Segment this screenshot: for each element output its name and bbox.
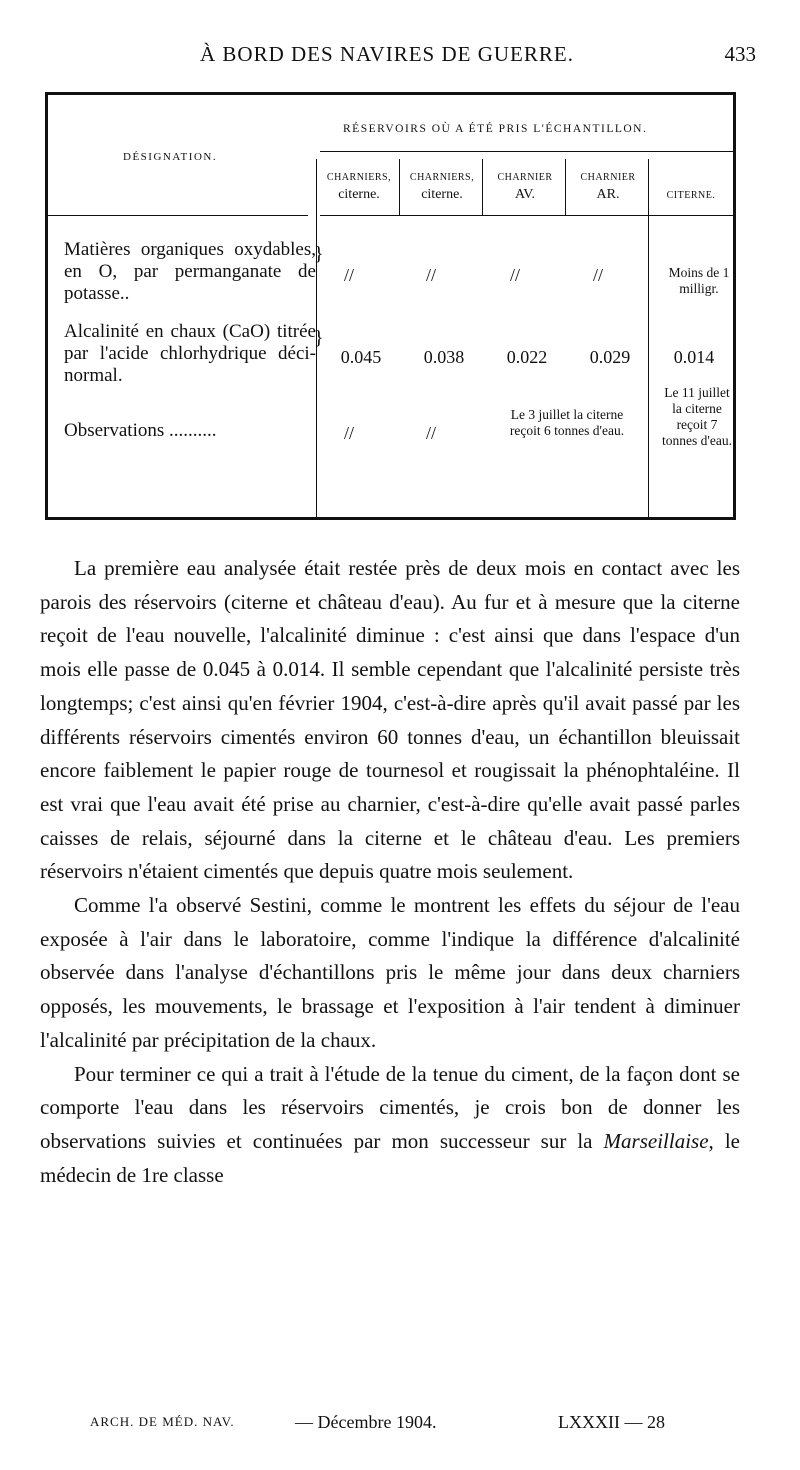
column-header — [568, 169, 648, 203]
column-header-title: CHARNIER — [580, 172, 636, 183]
brace-icon: } — [314, 327, 324, 349]
table-cell: 0.029 — [589, 347, 631, 367]
body-text — [40, 552, 740, 1192]
running-head — [40, 42, 760, 72]
footer-journal: ARCH. DE MÉD. NAV. — [90, 1414, 235, 1429]
footer-volume: LXXXII — 28 — [558, 1412, 665, 1432]
page-footer — [90, 1412, 740, 1440]
header-rule-left — [48, 215, 308, 216]
table-cell: 0.022 — [506, 347, 548, 367]
paragraph-tail: , le médecin de 1re classe — [40, 1128, 740, 1187]
column-header-subtitle: AR. — [596, 187, 620, 202]
analysis-table — [45, 92, 736, 520]
column-header-title: CHARNIERS, — [409, 172, 475, 183]
table-cell: // — [344, 265, 355, 285]
table-cell: Le 3 juillet la citerne reçoit 6 tonnes d'eau. — [509, 407, 625, 438]
reservoirs-underline — [320, 151, 734, 152]
table-cell: // — [344, 423, 355, 443]
table-cell: // — [426, 265, 437, 285]
column-divider — [482, 159, 483, 215]
column-header — [485, 169, 565, 203]
table-cell: 0.014 — [673, 347, 715, 367]
ship-name: Marseillaise — [603, 1128, 709, 1153]
header-rule-right — [320, 215, 734, 216]
page-number: 433 — [724, 42, 756, 66]
column-header — [402, 169, 482, 203]
footer-date: — Décembre 1904. — [295, 1412, 437, 1432]
column-header — [651, 187, 731, 204]
paragraph: La première eau analysée était restée près de deux mois en contact avec les parois des réservoirs (citerne et château d'eau). Au fur et à mesure que la citerne reçoit de l'eau nouvelle, l'alcalinité diminue : c'est ainsi que dans l'espace d'un mois elle passe de 0.045 à 0.014. Il semble cependant que l'alcalinité persiste très longtemps; c'est ainsi qu'en février 1904, c'est-à-dire après qu'il avait passé par les différents réservoirs cimentés environ 60 tonnes d'eau, un échantillon bleuissait encore faiblement le papier rouge de tournesol et rougissait la phénophtaléine. Il est vrai que l'eau avait été prise au charnier, c'est-à-dire qu'elle avait passé parles caisses de relais, séjourné dans la citerne et le château d'eau. Les premiers réservoirs n'étaient cimentés que depuis quatre mois seulement. — [40, 556, 740, 884]
column-header-subtitle: AV. — [514, 187, 536, 202]
designation-header: DÉSIGNATION. — [123, 151, 218, 163]
paragraph-text: Pour terminer ce qui a trait à l'étude de la tenue du ciment, de la façon dont se comporte l'eau dans les réservoirs cimentés, je crois bon de donner les observations suivies et continuées par mon successeur sur la — [40, 1061, 740, 1153]
column-header-title: CHARNIERS, — [326, 172, 392, 183]
table-cell: 0.045 — [340, 347, 382, 367]
column-divider — [648, 159, 649, 519]
column-divider — [565, 159, 566, 215]
paragraph: Comme l'a observé Sestini, comme le montrent les effets du séjour de l'eau exposée à l'air dans le laboratoire, comme l'indique la différence d'alcalinité observée dans l'analyse d'échantillons pris le même jour dans deux charniers opposés, les mouvements, le brassage et l'exposition à l'air tendent à diminuer l'alcalinité par précipitation de la chaux. — [40, 893, 740, 1052]
table-cell: Moins de 1 milligr. — [668, 265, 730, 296]
brace-icon: } — [314, 243, 324, 265]
row-label: Matières organiques oxydables, en O, par permanganate de potasse.. — [64, 239, 316, 304]
paragraph — [40, 1058, 740, 1193]
column-header-title: CITERNE. — [666, 190, 716, 201]
row-label: Alcalinité en chaux (CaO) titrée par l'acide chlorhydrique déci-normal. — [64, 321, 316, 386]
column-divider — [399, 159, 400, 215]
running-head-title: À BORD DES NAVIRES DE GUERRE. — [200, 42, 574, 66]
table-cell: Le 11 juillet la citerne reçoit 7 tonnes d'eau. — [662, 385, 732, 448]
table-cell: // — [426, 423, 437, 443]
reservoirs-header: RÉSERVOIRS OÙ A ÉTÉ PRIS L'ÉCHANTILLON. — [343, 123, 648, 135]
table-cell: // — [510, 265, 521, 285]
row-label: Observations .......... — [64, 420, 217, 441]
table-cell: // — [593, 265, 604, 285]
table-cell: 0.038 — [423, 347, 465, 367]
column-header-title: CHARNIER — [497, 172, 553, 183]
column-header-subtitle: citerne. — [338, 187, 380, 202]
column-header — [319, 169, 399, 203]
column-header-subtitle: citerne. — [421, 187, 463, 202]
